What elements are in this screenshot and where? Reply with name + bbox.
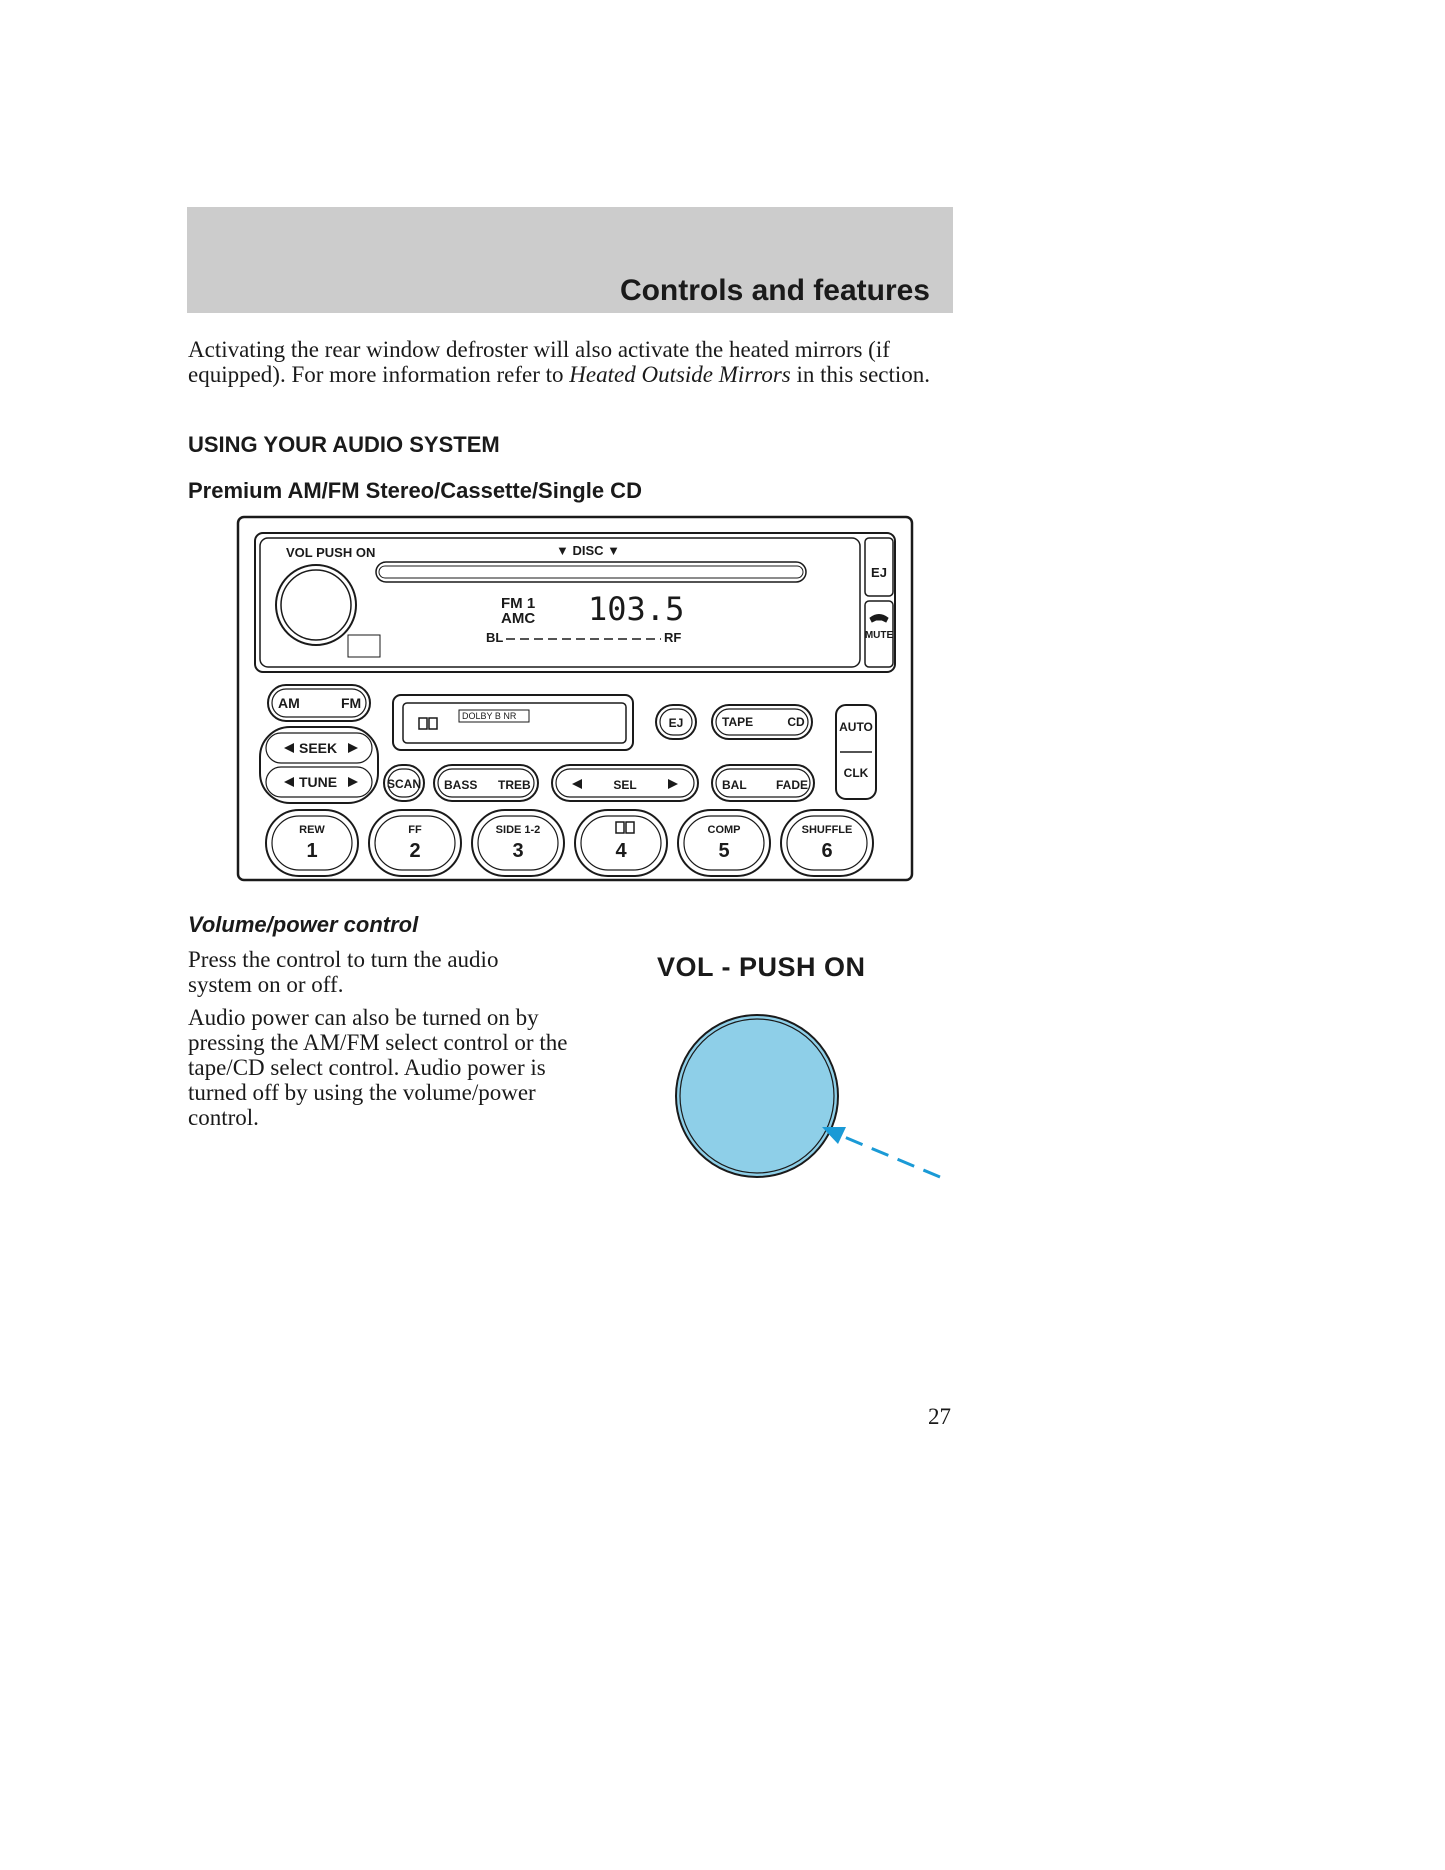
fade-label: FADE — [776, 778, 809, 792]
display-balance-right: RF — [664, 630, 682, 645]
preset-1-number: 1 — [306, 840, 318, 862]
display-balance-left: BL — [486, 630, 504, 645]
display-frequency: 103.5 — [588, 590, 685, 628]
cd-label: CD — [787, 715, 805, 729]
fm-label: FM — [341, 695, 362, 711]
volume-paragraph-1: Press the control to turn the audio system on or off. — [188, 947, 499, 997]
preset-6-number: 6 — [821, 840, 833, 862]
tape-eject-label: EJ — [668, 716, 684, 730]
preset-1-label: REW — [299, 824, 325, 836]
auto-label: AUTO — [839, 720, 873, 734]
volume-heading: Volume/power control — [188, 912, 419, 937]
preset-4-number: 4 — [615, 840, 627, 862]
subsection-heading: Premium AM/FM Stereo/Cassette/Single CD — [188, 478, 642, 503]
page-header-title: Controls and features — [619, 274, 930, 307]
intro-text-after: in this section. — [790, 362, 931, 387]
tune-up-arrow-icon — [348, 777, 358, 787]
scan-label: SCAN — [386, 777, 422, 791]
am-label: AM — [278, 695, 300, 711]
preset-2-label: FF — [408, 824, 422, 836]
press-arrow-line — [830, 1131, 940, 1177]
sel-label: SEL — [613, 778, 637, 792]
tune-label: TUNE — [299, 774, 338, 790]
tape-label: TAPE — [722, 715, 754, 729]
bass-label: BASS — [444, 778, 478, 792]
volume-paragraph-2: Audio power can also be turned on by pressing the AM/FM select control or the tape/CD select control. Audio power is turned off by using the volume/power control. — [188, 1005, 568, 1130]
preset-5-number: 5 — [718, 840, 730, 862]
intro-text-before: Activating the rear window defroster will also activate the heated mirrors (if equipped). For more information refer to — [188, 337, 890, 387]
sel-left-arrow-icon — [572, 779, 582, 789]
intro-paragraph — [188, 337, 958, 387]
cd-eject-label: EJ — [871, 565, 887, 580]
page-number: 27 — [928, 1404, 951, 1429]
treb-label: TREB — [498, 778, 531, 792]
volume-knob-illustration — [670, 1005, 960, 1205]
clk-label: CLK — [843, 766, 869, 780]
intro-italic-reference: Heated Outside Mirrors — [569, 362, 791, 387]
bal-label: BAL — [722, 778, 747, 792]
header-band — [187, 207, 953, 313]
seek-label: SEEK — [299, 740, 338, 756]
seek-down-arrow-icon — [284, 743, 294, 753]
volume-knob — [676, 1015, 838, 1177]
preset-6-label: SHUFFLE — [801, 824, 853, 836]
section-heading: USING YOUR AUDIO SYSTEM — [188, 432, 500, 457]
radio-faceplate-illustration — [236, 515, 916, 885]
preset-2-number: 2 — [409, 840, 421, 862]
display-amc: AMC — [501, 610, 536, 627]
display-band: FM 1 — [501, 595, 536, 612]
preset-5-label: COMP — [707, 824, 741, 836]
seek-up-arrow-icon — [348, 743, 358, 753]
dolby-label: DOLBY B NR — [462, 711, 517, 721]
mute-label: MUTE — [864, 630, 894, 641]
tune-down-arrow-icon — [284, 777, 294, 787]
disc-label: ▼ DISC ▼ — [556, 543, 621, 558]
sel-right-arrow-icon — [668, 779, 678, 789]
preset-3-number: 3 — [512, 840, 524, 862]
preset-3-label: SIDE 1-2 — [495, 824, 541, 836]
vol-push-on-label: VOL PUSH ON — [286, 545, 376, 560]
vol-push-on-heading: VOL - PUSH ON — [657, 952, 866, 982]
